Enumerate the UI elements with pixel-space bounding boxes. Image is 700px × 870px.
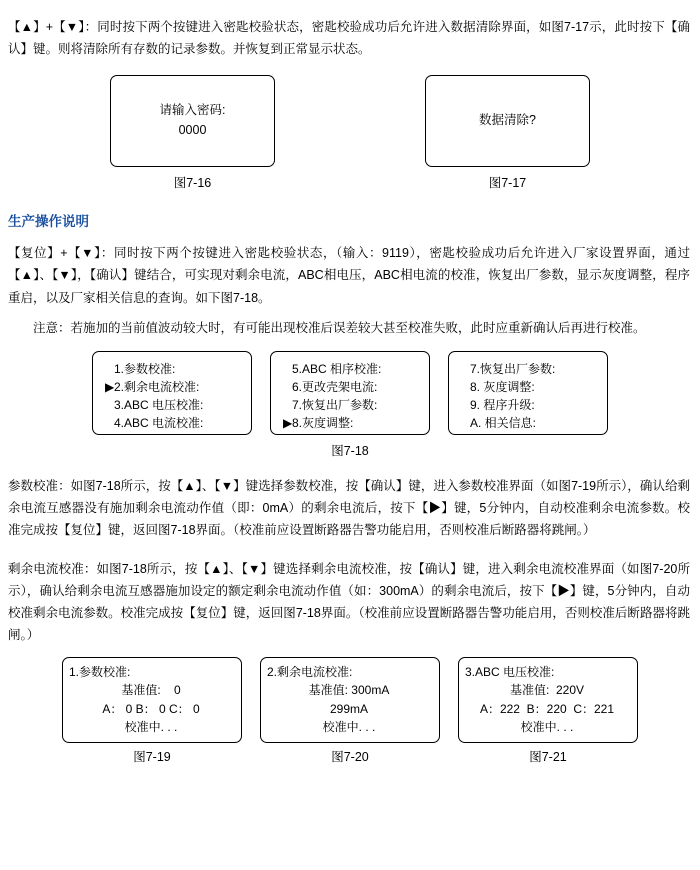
lcd-line: 299mA: [329, 701, 369, 716]
lcd-line: 数据清除?: [479, 112, 536, 127]
menu-item-label: 3.ABC 电压校准:: [114, 398, 204, 412]
section-paragraph-1: 【复位】+【▼】：同时按下两个按键进入密匙校验状态，（输入：9119），密匙校验成功后允许进入厂家设置界面，通过【▲】、【▼】，【确认】键结合，可实现对剩余电流，ABC相电压，ABC相电流的校准，恢复出厂参数，显示灰度调整，程序重启，以及厂家相关信息的查询。如下图7-18。: [8, 246, 690, 305]
menu-item-label: A. 相关信息:: [470, 416, 537, 430]
menu-item-label: 2.剩余电流校准:: [114, 380, 200, 394]
menu-item-label: 8. 灰度调整:: [470, 380, 535, 394]
menu-item-label: 7.恢复出厂参数:: [470, 362, 556, 376]
paragraph-param-calibration: 参数校准：如图7-18所示，按【▲】、【▼】键选择参数校准，按【确认】键，进入参数校准界面（如图7-19所示），确认给剩余电流互感器没有施加剩余电流动作值（即：0mA）的剩余电流后，按下【▶】键，5分钟内，自动校准剩余电流参数。校准完成按【复位】键，返回图7-18界面。（校准前应设置断路器告警功能启用，否则校准后断路器将跳闸。）: [8, 478, 690, 538]
lcd-calib-screen-param: [62, 657, 242, 743]
lcd-line: 3.ABC 电压校准:: [465, 665, 555, 680]
lcd-line: 基准值: 220V: [509, 683, 585, 698]
menu-item-label: 5.ABC 相序校准:: [292, 362, 382, 376]
caption-row-3: [0, 747, 700, 769]
figure-group-7-19-7-21: [0, 657, 700, 743]
menu-item: [461, 396, 607, 414]
menu-item: [461, 360, 607, 378]
menu-item: [105, 378, 251, 396]
lcd-menu-screen-3: [448, 351, 608, 435]
lcd-calib-screen-residual: [260, 657, 440, 743]
menu-item-label: 4.ABC 电流校准:: [114, 416, 204, 430]
menu-item-label: 1.参数校准:: [114, 362, 176, 376]
menu-item-label: 9. 程序升级:: [470, 398, 535, 412]
lcd-screen-password: [110, 75, 275, 167]
cursor-marker: ▶: [283, 416, 293, 430]
figure-7-18-screens: [0, 351, 700, 435]
figure-7-17: [425, 75, 590, 167]
menu-item-label: 6.更改壳架电流:: [292, 380, 378, 394]
menu-item: [105, 396, 251, 414]
lcd-calib-screen-voltage: [458, 657, 638, 743]
section-note: 注意：若施加的当前值波动较大时，有可能出现校准后误差较大甚至校准失败，此时应重新确认后再进行校准。: [33, 320, 646, 335]
menu-item: [283, 396, 429, 414]
lcd-line: 基准值: 300mA: [308, 683, 390, 698]
lcd-screen-data-clear: [425, 75, 590, 167]
figure-caption: 图7-18: [331, 444, 369, 458]
menu-item: [461, 378, 607, 396]
figure-caption: 图7-16: [173, 175, 212, 190]
menu-item: [105, 360, 251, 378]
lcd-line: 校准中. . .: [520, 719, 574, 734]
lcd-line: A：222 B：220 C：221: [479, 701, 615, 716]
lcd-menu-screen-2: [270, 351, 430, 435]
section-title: 生产操作说明: [8, 214, 89, 230]
paragraph-residual-calibration: 剩余电流校准：如图7-18所示，按【▲】、【▼】键选择剩余电流校准，按【确认】键，进入剩余电流校准界面（如图7-20所示），确认给剩余电流互感器施加设定的额定剩余电流动作值（如：300mA）的剩余电流后，按下【▶】键，5分钟内，自动校准剩余电流参数。校准完成按【复位】键，返回图7-18界面。（校准前应设置断路器告警功能启用，否则校准后断路器将跳闸。）: [8, 561, 690, 643]
menu-item: [283, 378, 429, 396]
figure-7-16: [110, 75, 275, 167]
lcd-line: 2.剩余电流校准:: [267, 665, 353, 680]
intro-paragraph: 【▲】+【▼】：同时按下两个按键进入密匙校验状态，密匙校验成功后允许进入数据清除界面，如图7-17示，此时按下【确认】键。则将清除所有存数的记录参数。并恢复到正常显示状态。: [8, 20, 690, 57]
lcd-line: A： 0 B： 0 C： 0: [102, 701, 200, 716]
menu-item: [105, 414, 251, 432]
figure-caption: 图7-21: [529, 749, 567, 764]
lcd-line: 0000: [178, 122, 207, 137]
menu-item-label: 8.灰度调整:: [292, 416, 354, 430]
menu-item: [283, 360, 429, 378]
menu-item: [461, 414, 607, 432]
menu-item: [283, 414, 429, 432]
lcd-line: 校准中. . .: [322, 719, 376, 734]
menu-item-label: 7.恢复出厂参数:: [292, 398, 378, 412]
cursor-marker: ▶: [105, 380, 115, 394]
caption-row-1: [0, 173, 700, 195]
lcd-line: 校准中. . .: [124, 719, 178, 734]
figure-caption: 图7-17: [488, 175, 527, 190]
figure-group-7-16-7-17: [0, 75, 700, 167]
lcd-menu-screen-1: [92, 351, 252, 435]
lcd-line: 1.参数校准:: [69, 665, 131, 680]
figure-caption: 图7-19: [133, 749, 171, 764]
figure-caption: 图7-20: [331, 749, 369, 764]
lcd-line: 基准值: 0: [121, 683, 181, 698]
lcd-line: 请输入密码:: [159, 103, 226, 118]
